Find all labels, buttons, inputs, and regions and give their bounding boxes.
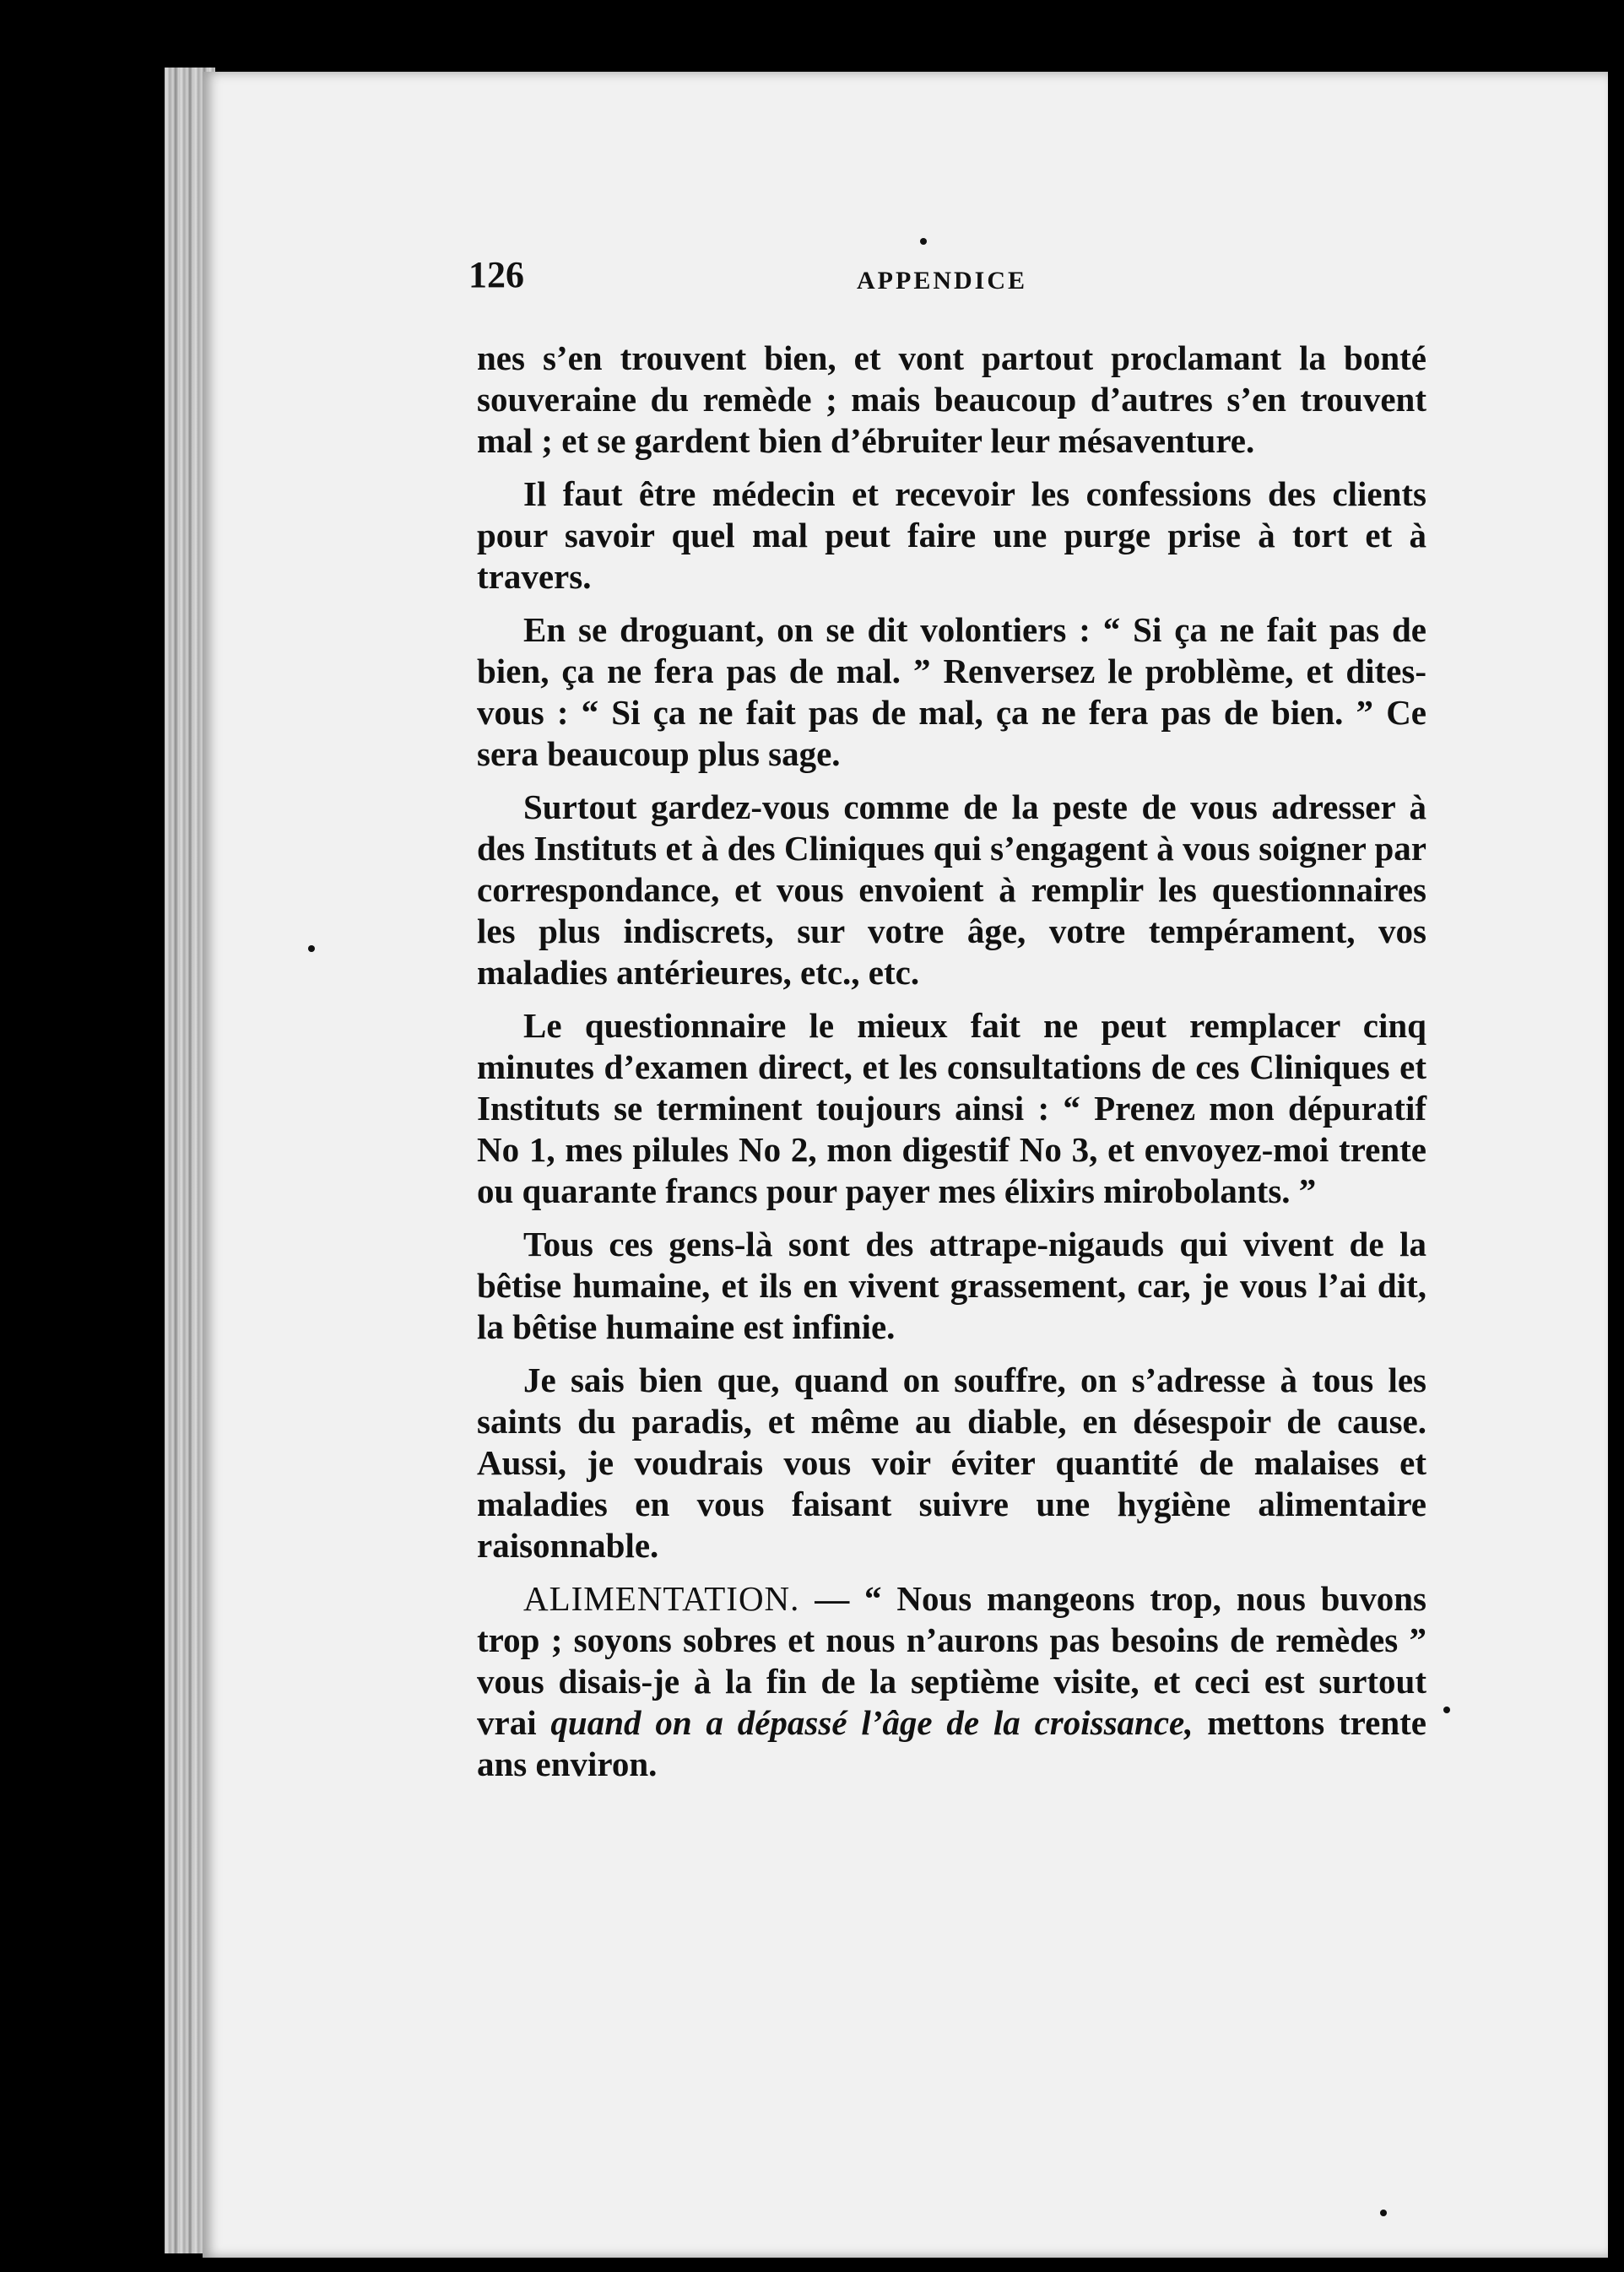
paragraph: Il faut être médecin et recevoir les confessions des clients pour savoir quel mal peut faire une purge prise à tort et à travers. (477, 474, 1426, 596)
running-head: APPENDICE (857, 267, 1028, 295)
speck-mark (1443, 1707, 1450, 1713)
paragraph-text: mettons trente ans environ. (477, 1703, 1426, 1783)
page-header (468, 253, 1059, 304)
speck-mark (920, 238, 927, 245)
paragraph: Tous ces gens-là sont des attrape-nigauds qui vivent de la bêtise humaine, et ils en vivent grassement, car, je vous l’ai dit, la bêtise humaine est infinie. (477, 1225, 1426, 1346)
speck-mark (308, 945, 315, 952)
section-heading: ALIMENTATION. (523, 1579, 800, 1618)
paragraph: Je sais bien que, quand on souffre, on s’adresse à tous les saints du paradis, et même au diable, en désespoir de cause. Aussi, je voudrais vous voir éviter quantité de malaises et maladies en vous faisant suivre une hygiène alimentaire raisonnable. (477, 1360, 1426, 1565)
paragraph: En se droguant, on se dit volontiers : “ Si ça ne fait pas de bien, ça ne fera pas de mal. ” Renversez le problème, et dites-vous : “ Si ça ne fait pas de mal, ça ne fera pas de bien. ” Ce sera beaucoup plus sage. (477, 610, 1426, 773)
paragraph: Surtout gardez-vous comme de la peste de vous adresser à des Instituts et à des Cliniques qui s’engagent à vous soigner par correspondance, et vous envoient à remplir les questionnaires les plus indiscrets, sur votre âge, votre tempérament, vos maladies antérieures, etc., etc. (477, 787, 1426, 992)
speck-mark (1380, 2210, 1387, 2216)
paragraph-text: — “ Nous mangeons trop, nous buvons trop ; soyons sobres et nous n’aurons pas besoins de remèdes ” vous disais-je à la fin de la septième visite, et ceci est surtout vrai (477, 1579, 1426, 1742)
page-number: 126 (468, 254, 524, 295)
paragraph-alimentation (477, 1578, 1426, 1785)
body-text (477, 338, 1426, 1797)
paragraph: Le questionnaire le mieux fait ne peut remplacer cinq minutes d’examen direct, et les consultations de ces Cliniques et Instituts se terminent toujours ainsi : “ Prenez mon dépuratif No 1, mes pilules No 2, mon digestif No 3, et envoyez-moi trente ou quarante francs pour payer mes élixirs mirobolants. ” (477, 1006, 1426, 1210)
italic-phrase: quand on a dépassé l’âge de la croissance, (550, 1703, 1194, 1742)
paragraph: nes s’en trouvent bien, et vont partout proclamant la bonté souveraine du remède ; mais beaucoup d’autres s’en trouvent mal ; et se gardent bien d’ébruiter leur mésaventure. (477, 338, 1426, 460)
